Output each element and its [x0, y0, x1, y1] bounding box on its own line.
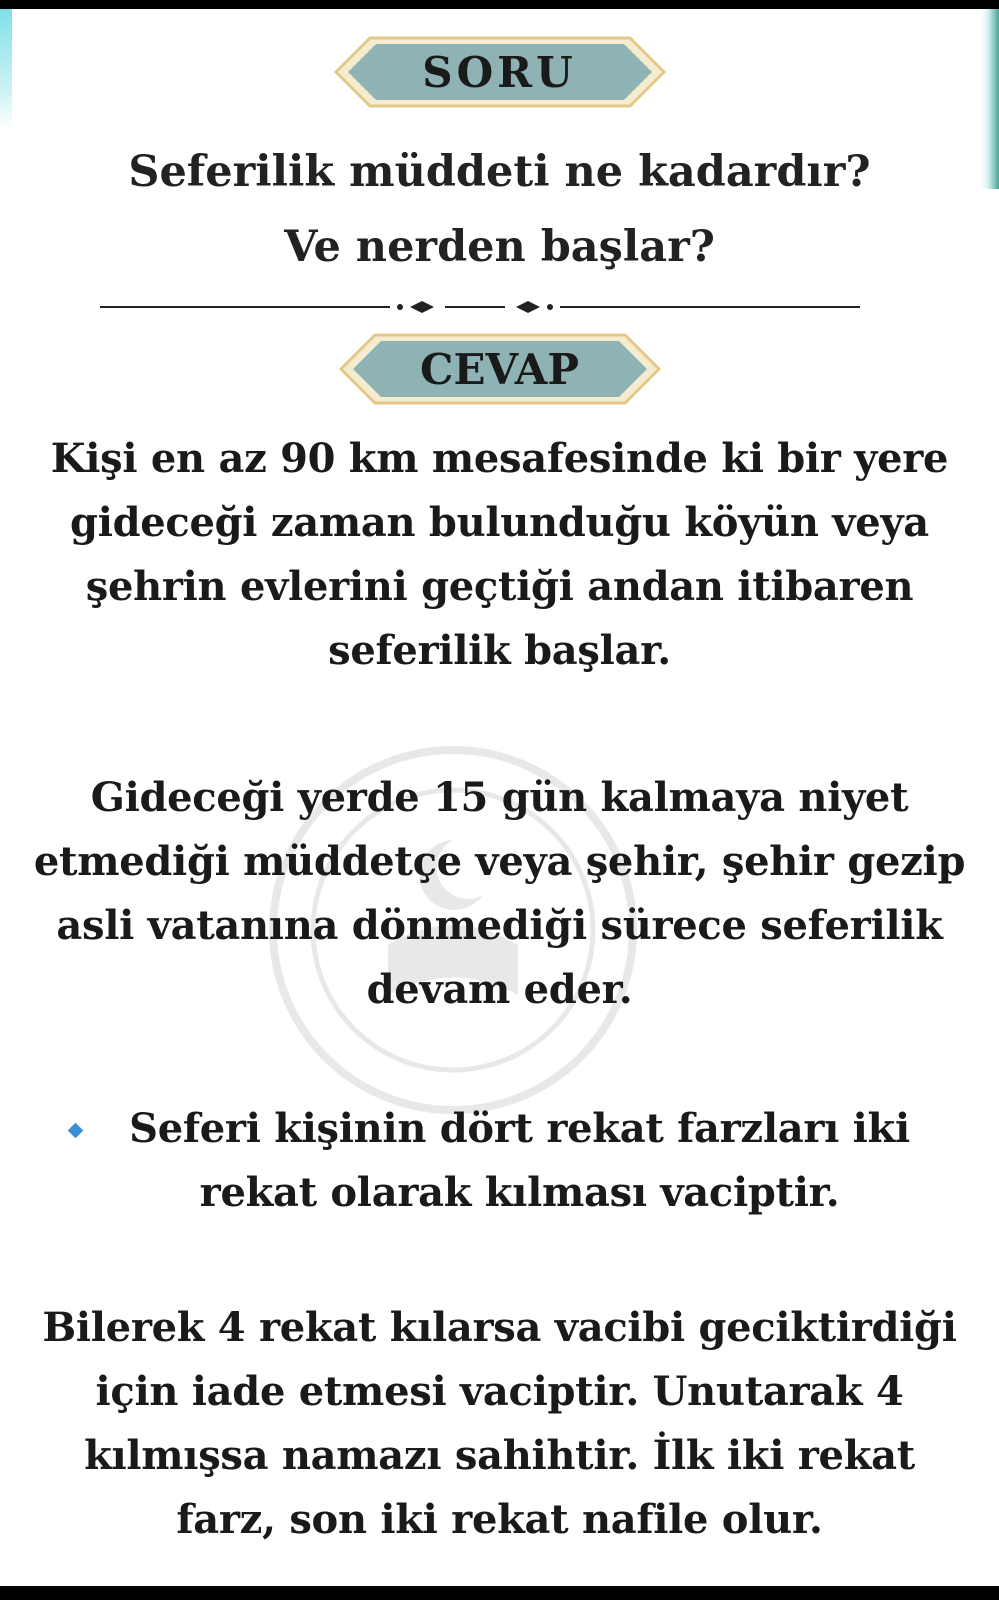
text-line: Gideceği yerde 15 gün kalmaya niyet	[90, 774, 909, 821]
bullet-text	[100, 1097, 939, 1225]
text-line: Kişi en az 90 km mesafesinde ki bir yere	[50, 435, 949, 482]
text-line: farz, son iki rekat nafile olur.	[176, 1496, 823, 1543]
question-title	[0, 135, 999, 285]
text-line: seferilik başlar.	[328, 627, 671, 674]
paragraph-1	[0, 427, 999, 683]
page	[0, 9, 999, 1586]
bullet-icon	[68, 1123, 84, 1139]
paragraph-4	[0, 1296, 999, 1552]
left-edge-decoration	[0, 9, 12, 129]
cevap-label: CEVAP	[420, 344, 579, 394]
text-line: rekat olarak kılması vaciptir.	[199, 1169, 840, 1216]
ornamental-divider	[100, 299, 860, 315]
text-line: asli vatanına dönmediği sürece seferilik	[56, 902, 943, 949]
soru-badge	[330, 32, 670, 112]
text-line: Seferi kişinin dört rekat farzları iki	[129, 1105, 910, 1152]
text-line: etmediği müddetçe veya şehir, şehir gezip	[33, 838, 966, 885]
soru-label: SORU	[422, 47, 577, 97]
text-line: gideceği zaman bulunduğu köyün veya	[70, 499, 929, 546]
question-line: Seferilik müddeti ne kadardır?	[128, 147, 871, 197]
cevap-badge	[335, 329, 665, 409]
text-line: Bilerek 4 rekat kılarsa vacibi geciktirdiği	[42, 1304, 957, 1351]
question-line: Ve nerden başlar?	[284, 222, 715, 272]
paragraph-2	[0, 766, 999, 1022]
text-line: şehrin evlerini geçtiği andan itibaren	[85, 563, 914, 610]
text-line: için iade etmesi vaciptir. Unutarak 4	[95, 1368, 904, 1415]
text-line: devam eder.	[366, 966, 633, 1013]
text-line: kılmışsa namazı sahihtir. İlk iki rekat	[84, 1432, 915, 1479]
